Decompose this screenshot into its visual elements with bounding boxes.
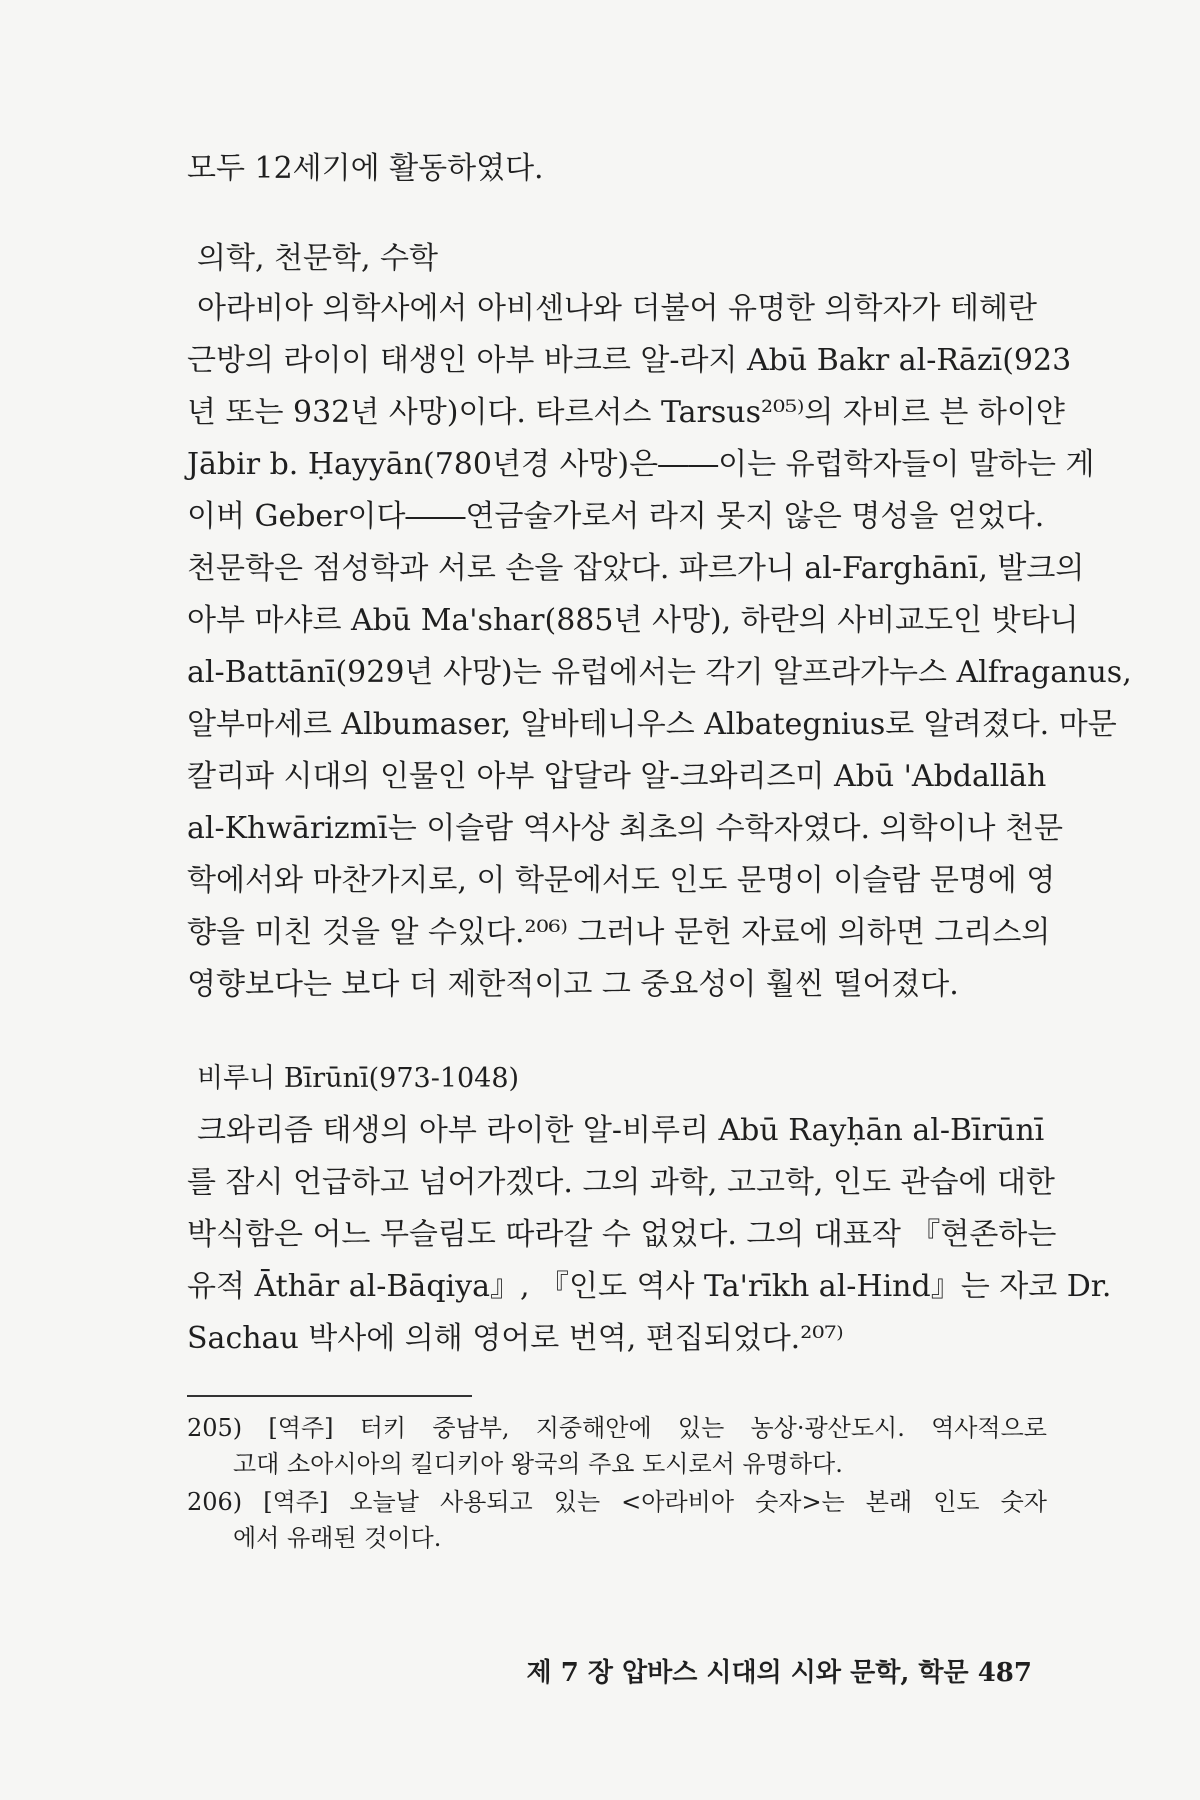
body-line: al-Khwārizmī는 이슬람 역사상 최초의 수학자였다. 의학이나 천문 [187,811,1064,846]
body-line: al-Battānī(929년 사망)는 유럽에서는 각기 알프라가누스 Alfraganus, [187,655,1132,690]
body-line: 알부마세르 Albumaser, 알바테니우스 Albategnius로 알려졌다. 마문 [187,707,1117,742]
section-heading-medicine: 의학, 천문학, 수학 [197,241,439,276]
intro-text: 모두 12세기에 활동하였다. [187,151,544,186]
body-line: 를 잠시 언급하고 넘어가겠다. 그의 과학, 고고학, 인도 관습에 대한 [187,1165,1055,1200]
body-line: 유적 Āthār al-Bāqiya』, 『인도 역사 Ta'rīkh al-Hind』는 자코 Dr. [187,1269,1112,1304]
body-line: Sachau 박사에 의해 영어로 번역, 편집되었다.²⁰⁷⁾ [187,1321,844,1356]
body-line: 근방의 라이이 태생인 아부 바크르 알-라지 Abū Bakr al-Rāzī(923 [187,343,1072,378]
footnote-line: 고대 소아시아의 킬디키아 왕국의 주요 도시로서 유명하다. [233,1450,843,1478]
body-line: 학에서와 마찬가지로, 이 학문에서도 인도 문명이 이슬람 문명에 영 [187,863,1056,898]
body-line: 천문학은 점성학과 서로 손을 잡았다. 파르가니 al-Farghānī, 발크의 [187,551,1085,586]
footnote-divider [187,1395,472,1397]
body-line: 칼리파 시대의 인물인 아부 압달라 알-크와리즈미 Abū 'Abdallāh [187,759,1047,794]
footnote-line: 205) [역주] 터키 중남부, 지중해안에 있는 농상·광산도시. 역사적으로 [187,1414,1047,1442]
body-line: 영향보다는 보다 더 제한적이고 그 중요성이 훨씬 떨어졌다. [187,967,959,1002]
footnote-line: 206) [역주] 오늘날 사용되고 있는 <아라비아 숫자>는 본래 인도 숫자 [187,1488,1047,1516]
body-line: 아부 마샤르 Abū Ma'shar(885년 사망), 하란의 사비교도인 밧타니 [187,603,1079,638]
body-line: Jābir b. Ḥayyān(780년경 사망)은――이는 유럽학자들이 말하는 게 [187,447,1095,482]
body-line: 크와리즘 태생의 아부 라이한 알-비루리 Abū Rayḥān al-Bīrūnī [197,1113,1045,1148]
body-line: 아라비아 의학사에서 아비센나와 더불어 유명한 의학자가 테헤란 [197,291,1037,326]
running-footer-page-number: 제 7 장 압바스 시대의 시와 문학, 학문 487 [526,1658,1032,1688]
body-line: 향을 미친 것을 알 수있다.²⁰⁶⁾ 그러나 문헌 자료에 의하면 그리스의 [187,915,1051,950]
body-line: 박식함은 어느 무슬림도 따라갈 수 없었다. 그의 대표작 『현존하는 [187,1217,1057,1252]
body-line: 이버 Geber이다――연금술가로서 라지 못지 않은 명성을 얻었다. [187,499,1045,534]
footnote-line: 에서 유래된 것이다. [233,1524,442,1552]
section-heading-biruni: 비루니 Bīrūnī(973-1048) [197,1063,520,1094]
body-line: 년 또는 932년 사망)이다. 타르서스 Tarsus²⁰⁵⁾의 자비르 븐 하이얀 [187,395,1065,430]
